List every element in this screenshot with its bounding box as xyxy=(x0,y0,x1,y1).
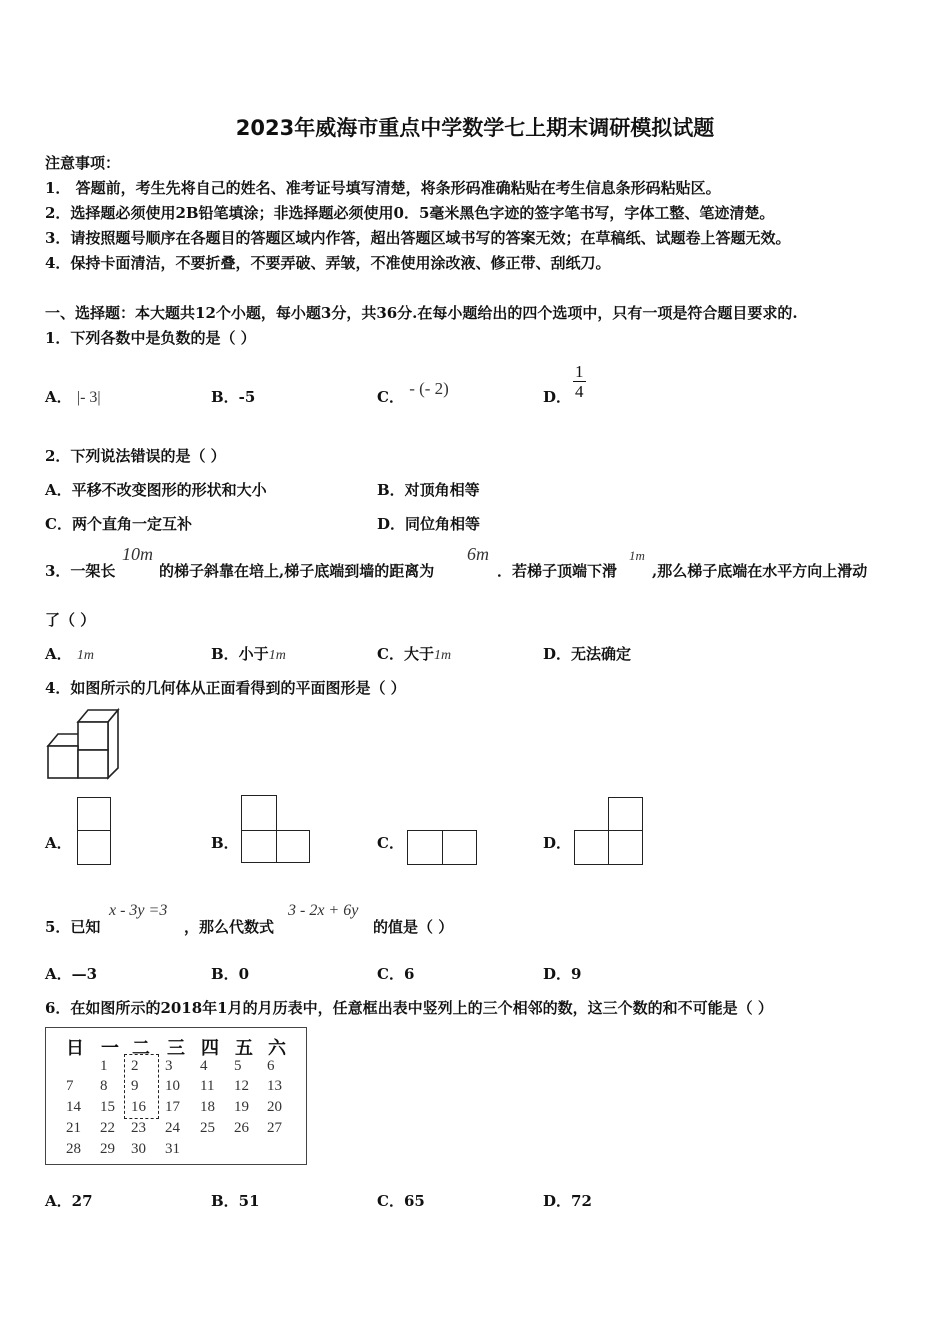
notice-item-1: 1． 答题前，考生先将自己的姓名、准考证号填写清楚，将条形码准确粘贴在考生信息条形码粘贴区。 xyxy=(45,179,721,197)
q6-option-d[interactable]: D．72 xyxy=(543,1192,592,1210)
q3-option-a[interactable] xyxy=(45,643,94,664)
calendar-day: 15 xyxy=(100,1099,115,1115)
q3-b-label: B．小于 xyxy=(211,645,269,663)
calendar-day: 1 xyxy=(100,1058,108,1074)
q4-b-square-bottom-left xyxy=(241,830,277,863)
calendar-day: 29 xyxy=(100,1141,115,1157)
weekday-tue: 二 xyxy=(132,1038,150,1059)
q2-stem: 2．下列说法错误的是（ ） xyxy=(45,447,226,465)
q5-math-1: x - 3y =3 xyxy=(109,902,168,919)
calendar-day: 25 xyxy=(200,1120,215,1136)
calendar-day: 30 xyxy=(131,1141,146,1157)
q5-math-2: 3 - 2x + 6y xyxy=(288,902,359,919)
calendar-day: 20 xyxy=(267,1099,282,1115)
section-heading: 一、选择题：本大题共12个小题，每小题3分，共36分.在每小题给出的四个选项中，只有一项是符合题目要求的. xyxy=(45,304,798,322)
calendar-day: 11 xyxy=(200,1078,215,1094)
calendar-day: 4 xyxy=(200,1058,208,1074)
weekday-wed: 三 xyxy=(167,1038,185,1059)
q4-a-square-bottom xyxy=(77,830,111,865)
calendar-day: 28 xyxy=(66,1141,81,1157)
calendar-day: 2 xyxy=(131,1058,139,1074)
calendar-day: 5 xyxy=(234,1058,242,1074)
q5-stem-part2: ，那么代数式 xyxy=(184,918,275,936)
q6-option-a[interactable]: A．27 xyxy=(45,1192,93,1210)
calendar-day: 24 xyxy=(165,1120,180,1136)
notice-item-2: 2．选择题必须使用2B铅笔填涂；非选择题必须使用0．5毫米黑色字迹的签字笔书写，字体工整、笔迹清楚。 xyxy=(45,204,775,222)
q5-option-b[interactable]: B．0 xyxy=(211,965,250,983)
q3-option-b[interactable] xyxy=(211,643,286,664)
q4-option-b[interactable]: B． xyxy=(211,834,239,852)
q1-option-b[interactable]: B．-5 xyxy=(211,388,256,406)
q5-stem-part3: 的值是（ ） xyxy=(373,918,454,936)
calendar-day: 18 xyxy=(200,1099,215,1115)
q3-stem-part4: ,那么梯子底端在水平方向上滑动 xyxy=(652,562,868,580)
q4-b-square-top xyxy=(241,795,277,831)
q4-option-d[interactable]: D． xyxy=(543,834,572,852)
q3-c-label: C．大于 xyxy=(377,645,434,663)
q2-option-a[interactable]: A．平移不改变图形的形状和大小 xyxy=(45,481,267,499)
q4-b-square-bottom-right xyxy=(276,830,310,863)
q6-stem: 6．在如图所示的2018年1月的月历表中，任意框出表中竖列上的三个相邻的数，这三个数的和不可能是（ ） xyxy=(45,999,773,1017)
q2-option-c[interactable]: C．两个直角一定互补 xyxy=(45,515,192,533)
q5-option-c[interactable]: C．6 xyxy=(377,965,415,983)
calendar-table xyxy=(45,1027,307,1165)
q1-d-numerator: 1 xyxy=(575,362,584,381)
weekday-mon: 一 xyxy=(101,1038,119,1059)
q4-solid-figure xyxy=(44,706,124,782)
q5-option-d[interactable]: D．9 xyxy=(543,965,582,983)
q3-a-label: A． xyxy=(45,645,72,663)
calendar-day: 23 xyxy=(131,1120,146,1136)
calendar-day: 27 xyxy=(267,1120,282,1136)
q1-option-a[interactable] xyxy=(45,386,101,407)
q4-c-square-right xyxy=(442,830,477,865)
q1-stem: 1．下列各数中是负数的是（ ） xyxy=(45,329,256,347)
q3-stem-part2: 的梯子斜靠在培上,梯子底端到墙的距离为 xyxy=(159,562,435,580)
calendar-day: 8 xyxy=(100,1078,108,1094)
q3-math-1: 10m xyxy=(122,544,153,564)
calendar-day: 22 xyxy=(100,1120,115,1136)
notice-heading: 注意事项： xyxy=(45,154,121,172)
calendar-day: 7 xyxy=(66,1078,74,1094)
q1-c-label: C． xyxy=(377,388,404,406)
weekday-fri: 五 xyxy=(235,1038,253,1059)
q1-option-d[interactable]: D． xyxy=(543,388,572,406)
weekday-thu: 四 xyxy=(201,1038,219,1059)
calendar-day: 10 xyxy=(165,1078,180,1094)
q1-d-fraction xyxy=(573,362,586,401)
weekday-sat: 六 xyxy=(268,1038,286,1059)
q1-c-math: - (- 2) xyxy=(409,379,449,398)
q4-option-c[interactable]: C． xyxy=(377,834,404,852)
q4-a-square-top xyxy=(77,797,111,831)
calendar-day: 14 xyxy=(66,1099,81,1115)
calendar-day: 17 xyxy=(165,1099,180,1115)
q2-option-b[interactable]: B．对顶角相等 xyxy=(377,481,480,499)
calendar-day: 12 xyxy=(234,1078,249,1094)
notice-item-4: 4．保持卡面清洁，不要折叠，不要弄破、弄皱，不准使用涂改液、修正带、刮纸刀。 xyxy=(45,254,611,272)
q4-c-square-left xyxy=(407,830,443,865)
calendar-day: 6 xyxy=(267,1058,275,1074)
q3-c-math: 1m xyxy=(433,648,452,663)
q4-d-square-top xyxy=(608,797,643,831)
calendar-day: 16 xyxy=(131,1099,146,1115)
calendar-day: 3 xyxy=(165,1058,173,1074)
weekday-sun: 日 xyxy=(66,1038,84,1059)
q3-option-d[interactable]: D．无法确定 xyxy=(543,645,632,663)
q3-stem-line2: 了（ ） xyxy=(45,611,96,629)
q6-option-b[interactable]: B．51 xyxy=(211,1192,260,1210)
q2-option-d[interactable]: D．同位角相等 xyxy=(377,515,481,533)
notice-item-3: 3．请按照题号顺序在各题目的答题区域内作答，超出答题区域书写的答案无效；在草稿纸、试题卷上答题无效。 xyxy=(45,229,791,247)
calendar-day: 9 xyxy=(131,1078,139,1094)
q3-a-math: 1m xyxy=(76,648,94,663)
q1-a-label: A． xyxy=(45,388,72,406)
q4-d-square-bottom-right xyxy=(608,830,643,865)
q6-option-c[interactable]: C．65 xyxy=(377,1192,425,1210)
q4-d-square-bottom-left xyxy=(574,830,609,865)
calendar-day: 26 xyxy=(234,1120,249,1136)
calendar-day: 21 xyxy=(66,1120,81,1136)
calendar-day: 13 xyxy=(267,1078,282,1094)
q3-stem-part3: ．若梯子顶端下滑 xyxy=(497,562,618,580)
q5-option-a[interactable]: A．—3 xyxy=(45,965,98,983)
q3-b-math: 1m xyxy=(268,648,286,663)
q3-stem-part1: 3．一架长 xyxy=(45,562,116,580)
calendar-day: 19 xyxy=(234,1099,249,1115)
q3-math-2: 6m xyxy=(467,544,489,564)
q1-option-c[interactable] xyxy=(377,379,449,407)
q5-stem-part1: 5．已知 xyxy=(45,918,101,936)
calendar-day: 31 xyxy=(165,1141,180,1157)
q1-d-denominator: 4 xyxy=(575,382,584,401)
q3-option-c[interactable] xyxy=(377,643,451,664)
q3-math-3: 1m xyxy=(629,548,645,563)
q1-a-math: |- 3| xyxy=(76,389,101,406)
q4-option-a[interactable]: A． xyxy=(45,834,72,852)
q4-stem: 4．如图所示的几何体从正面看得到的平面图形是（ ） xyxy=(45,679,406,697)
page-title: 2023年威海市重点中学数学七上期末调研模拟试题 xyxy=(235,116,715,140)
